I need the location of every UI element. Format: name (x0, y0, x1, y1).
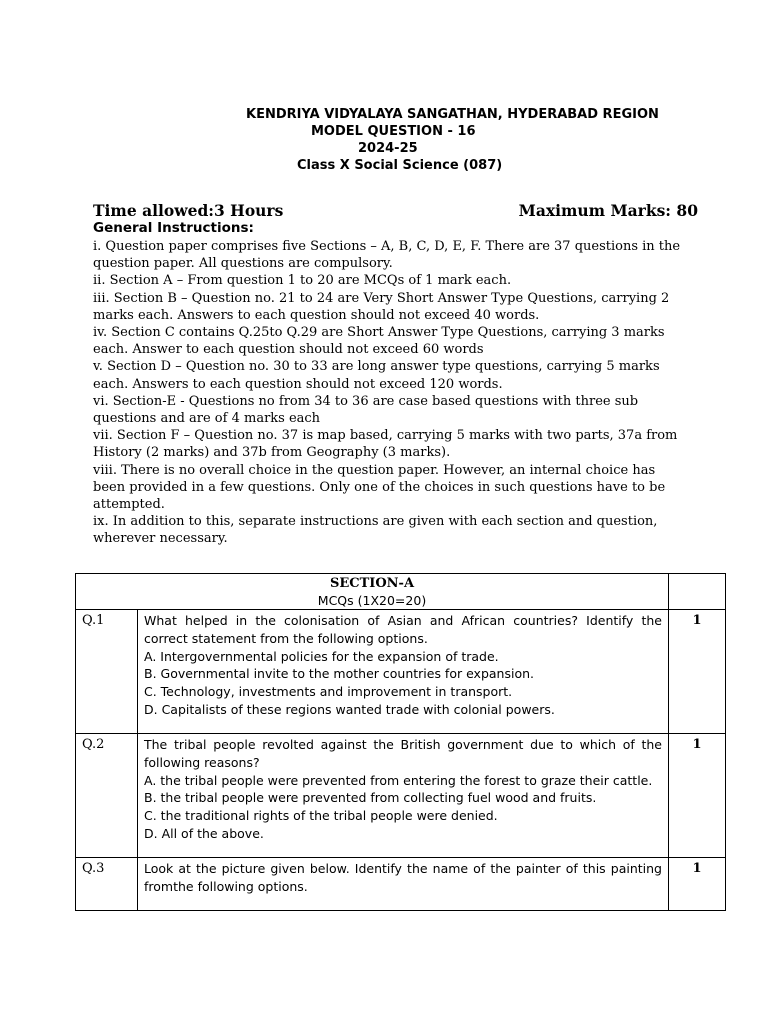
time-allowed: Time allowed:3 Hours (93, 201, 284, 220)
instruction-item: iii. Section B – Question no. 21 to 24 are Very Short Answer Type Questions, carrying 2 marks each. Answers to each question should not exceed 40 words. (93, 290, 670, 323)
paper-header (0, 106, 768, 174)
question-text (138, 858, 669, 911)
question-row (76, 858, 726, 911)
option: D. All of the above. (144, 825, 264, 841)
organisation-title: KENDRIYA VIDYALAYA SANGATHAN, HYDERABAD REGION (246, 107, 659, 122)
instruction-item: ii. Section A – From question 1 to 20 are MCQs of 1 mark each. (93, 273, 512, 289)
instruction-item: iv. Section C contains Q.25to Q.29 are Short Answer Type Questions, carrying 3 marks each. Answer to each question should not exceed 60 words (93, 325, 665, 358)
question-stem: Look at the picture given below. Identify the name of the painter of this painting fromthe following options. (144, 861, 662, 894)
option: B. the tribal people were prevented from collecting fuel wood and fruits. (144, 790, 597, 806)
question-number: Q.2 (76, 734, 138, 858)
question-text (138, 610, 669, 734)
option: D. Capitalists of these regions wanted trade with colonial powers. (144, 701, 555, 717)
instruction-item: i. Question paper comprises five Sections – A, B, C, D, E, F. There are 37 questions in the question paper. All questions are compulsory. (93, 239, 681, 272)
instruction-item: v. Section D – Question no. 30 to 33 are long answer type questions, carrying 5 marks each. Answers to each question should not exceed 120 words. (93, 359, 660, 392)
section-title: SECTION-A (329, 576, 415, 591)
instruction-item: vii. Section F – Question no. 37 is map based, carrying 5 marks with two parts, 37a from History (2 marks) and 37b from Geography (3 marks). (93, 428, 678, 461)
question-marks: 1 (669, 734, 726, 858)
question-row (76, 734, 726, 858)
maximum-marks: Maximum Marks: 80 (518, 201, 698, 220)
section-subtitle: MCQs (1X20=20) (317, 593, 427, 608)
question-row (76, 610, 726, 734)
option: A. the tribal people were prevented from entering the forest to graze their cattle. (144, 772, 653, 788)
session-year: 2024-25 (358, 141, 418, 156)
class-subject: Class X Social Science (087) (297, 158, 503, 173)
general-instructions-title: General Instructions: (93, 220, 254, 236)
question-marks: 1 (669, 610, 726, 734)
general-instructions (93, 238, 683, 548)
option: A. Intergovernmental policies for the expansion of trade. (144, 648, 499, 664)
instruction-item: viii. There is no overall choice in the question paper. However, an internal choice has been provided in a few questions. Only one of the choices in such questions have to be attempted. (93, 462, 666, 513)
question-marks: 1 (669, 858, 726, 911)
paper-title: MODEL QUESTION - 16 (311, 124, 476, 139)
question-text (138, 734, 669, 858)
section-header-cell (76, 574, 669, 610)
question-number: Q.3 (76, 858, 138, 911)
option: C. the traditional rights of the tribal people were denied. (144, 808, 498, 824)
option: C. Technology, investments and improvement in transport. (144, 684, 513, 700)
section-header-row (76, 574, 726, 610)
section-a-table (75, 573, 726, 911)
option: B. Governmental invite to the mother countries for expansion. (144, 666, 535, 682)
question-stem: The tribal people revolted against the British government due to which of the following reasons? (144, 737, 662, 770)
instruction-item: vi. Section-E - Questions no from 34 to 36 are case based questions with three sub questions and are of 4 marks each (93, 393, 639, 427)
instruction-item: ix. In addition to this, separate instructions are given with each section and question, wherever necessary. (93, 514, 658, 547)
section-marks-cell (669, 574, 726, 610)
question-number: Q.1 (76, 610, 138, 734)
question-stem: What helped in the colonisation of Asian and African countries? Identify the correct statement from the following options. (144, 613, 662, 646)
